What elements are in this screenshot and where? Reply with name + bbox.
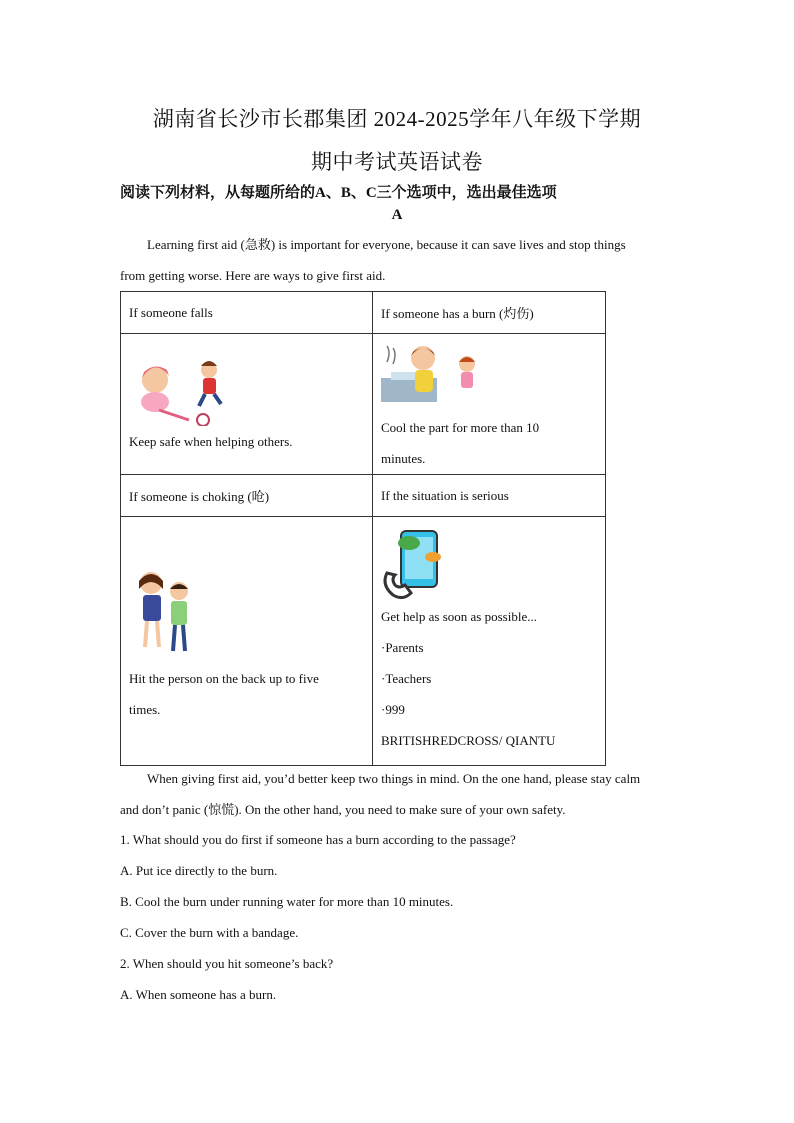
- choking-advice-line-1: Hit the person on the back up to five: [129, 671, 319, 686]
- intro-line-1: Learning first aid (急救) is important for everyone, because it can save lives and stop things: [147, 237, 626, 252]
- closing-line-1: When giving first aid, you’d better keep two things in mind. On the one hand, please stay calm: [147, 771, 641, 786]
- cell-burn: [373, 334, 606, 475]
- question-2: 2. When should you hit someone’s back?: [120, 956, 334, 971]
- question-1-option-b: B. Cool the burn under running water for more than 10 minutes.: [120, 894, 454, 909]
- burn-advice-line-2: minutes.: [381, 451, 426, 466]
- intro-paragraph: [120, 229, 676, 291]
- question-1-option-a: A. Put ice directly to the burn.: [120, 863, 278, 878]
- closing-paragraph: [120, 763, 676, 825]
- first-aid-table: [120, 291, 606, 766]
- choking-illustration: [129, 569, 364, 655]
- falls-advice: Keep safe when helping others.: [129, 434, 293, 449]
- cell-falls: [121, 334, 373, 475]
- contact-999: ·999: [381, 702, 405, 717]
- contact-teachers: ·Teachers: [381, 671, 432, 686]
- burn-illustration: [381, 342, 597, 404]
- question-2-option-a: A. When someone has a burn.: [120, 987, 277, 1002]
- reading-instruction: 阅读下列材料，从每题所给的A、B、C三个选项中，选出最佳选项: [120, 185, 557, 201]
- falling-girl-illustration: [129, 348, 364, 426]
- contact-parents: ·Parents: [381, 640, 424, 655]
- cell-choking: [121, 517, 373, 766]
- cell-serious: [373, 517, 606, 766]
- header-falls: If someone falls: [121, 292, 373, 334]
- intro-line-2: from getting worse. Here are ways to give first aid.: [120, 268, 386, 283]
- question-1: 1. What should you do first if someone has a burn according to the passage?: [120, 832, 516, 847]
- serious-advice: Get help as soon as possible...: [381, 609, 537, 624]
- header-choking: If someone is choking (呛): [121, 475, 373, 517]
- header-burn: If someone has a burn (灼伤): [373, 292, 606, 334]
- phone-illustration: [381, 529, 597, 601]
- choking-advice-line-2: times.: [129, 702, 161, 717]
- closing-line-2: and don’t panic (惊慌). On the other hand, you need to make sure of your own safety.: [120, 802, 566, 817]
- burn-advice-line-1: Cool the part for more than 10: [381, 420, 540, 435]
- question-1-option-c: C. Cover the burn with a bandage.: [120, 925, 299, 940]
- exam-title-line2: 期中考试英语试卷: [311, 150, 483, 174]
- section-label: A: [391, 207, 403, 223]
- header-serious: If the situation is serious: [373, 475, 606, 517]
- exam-title-line1: 湖南省长沙市长郡集团 2024-2025学年八年级下学期: [152, 107, 642, 131]
- image-credit: BRITISHREDCROSS/ QIANTU: [381, 733, 556, 748]
